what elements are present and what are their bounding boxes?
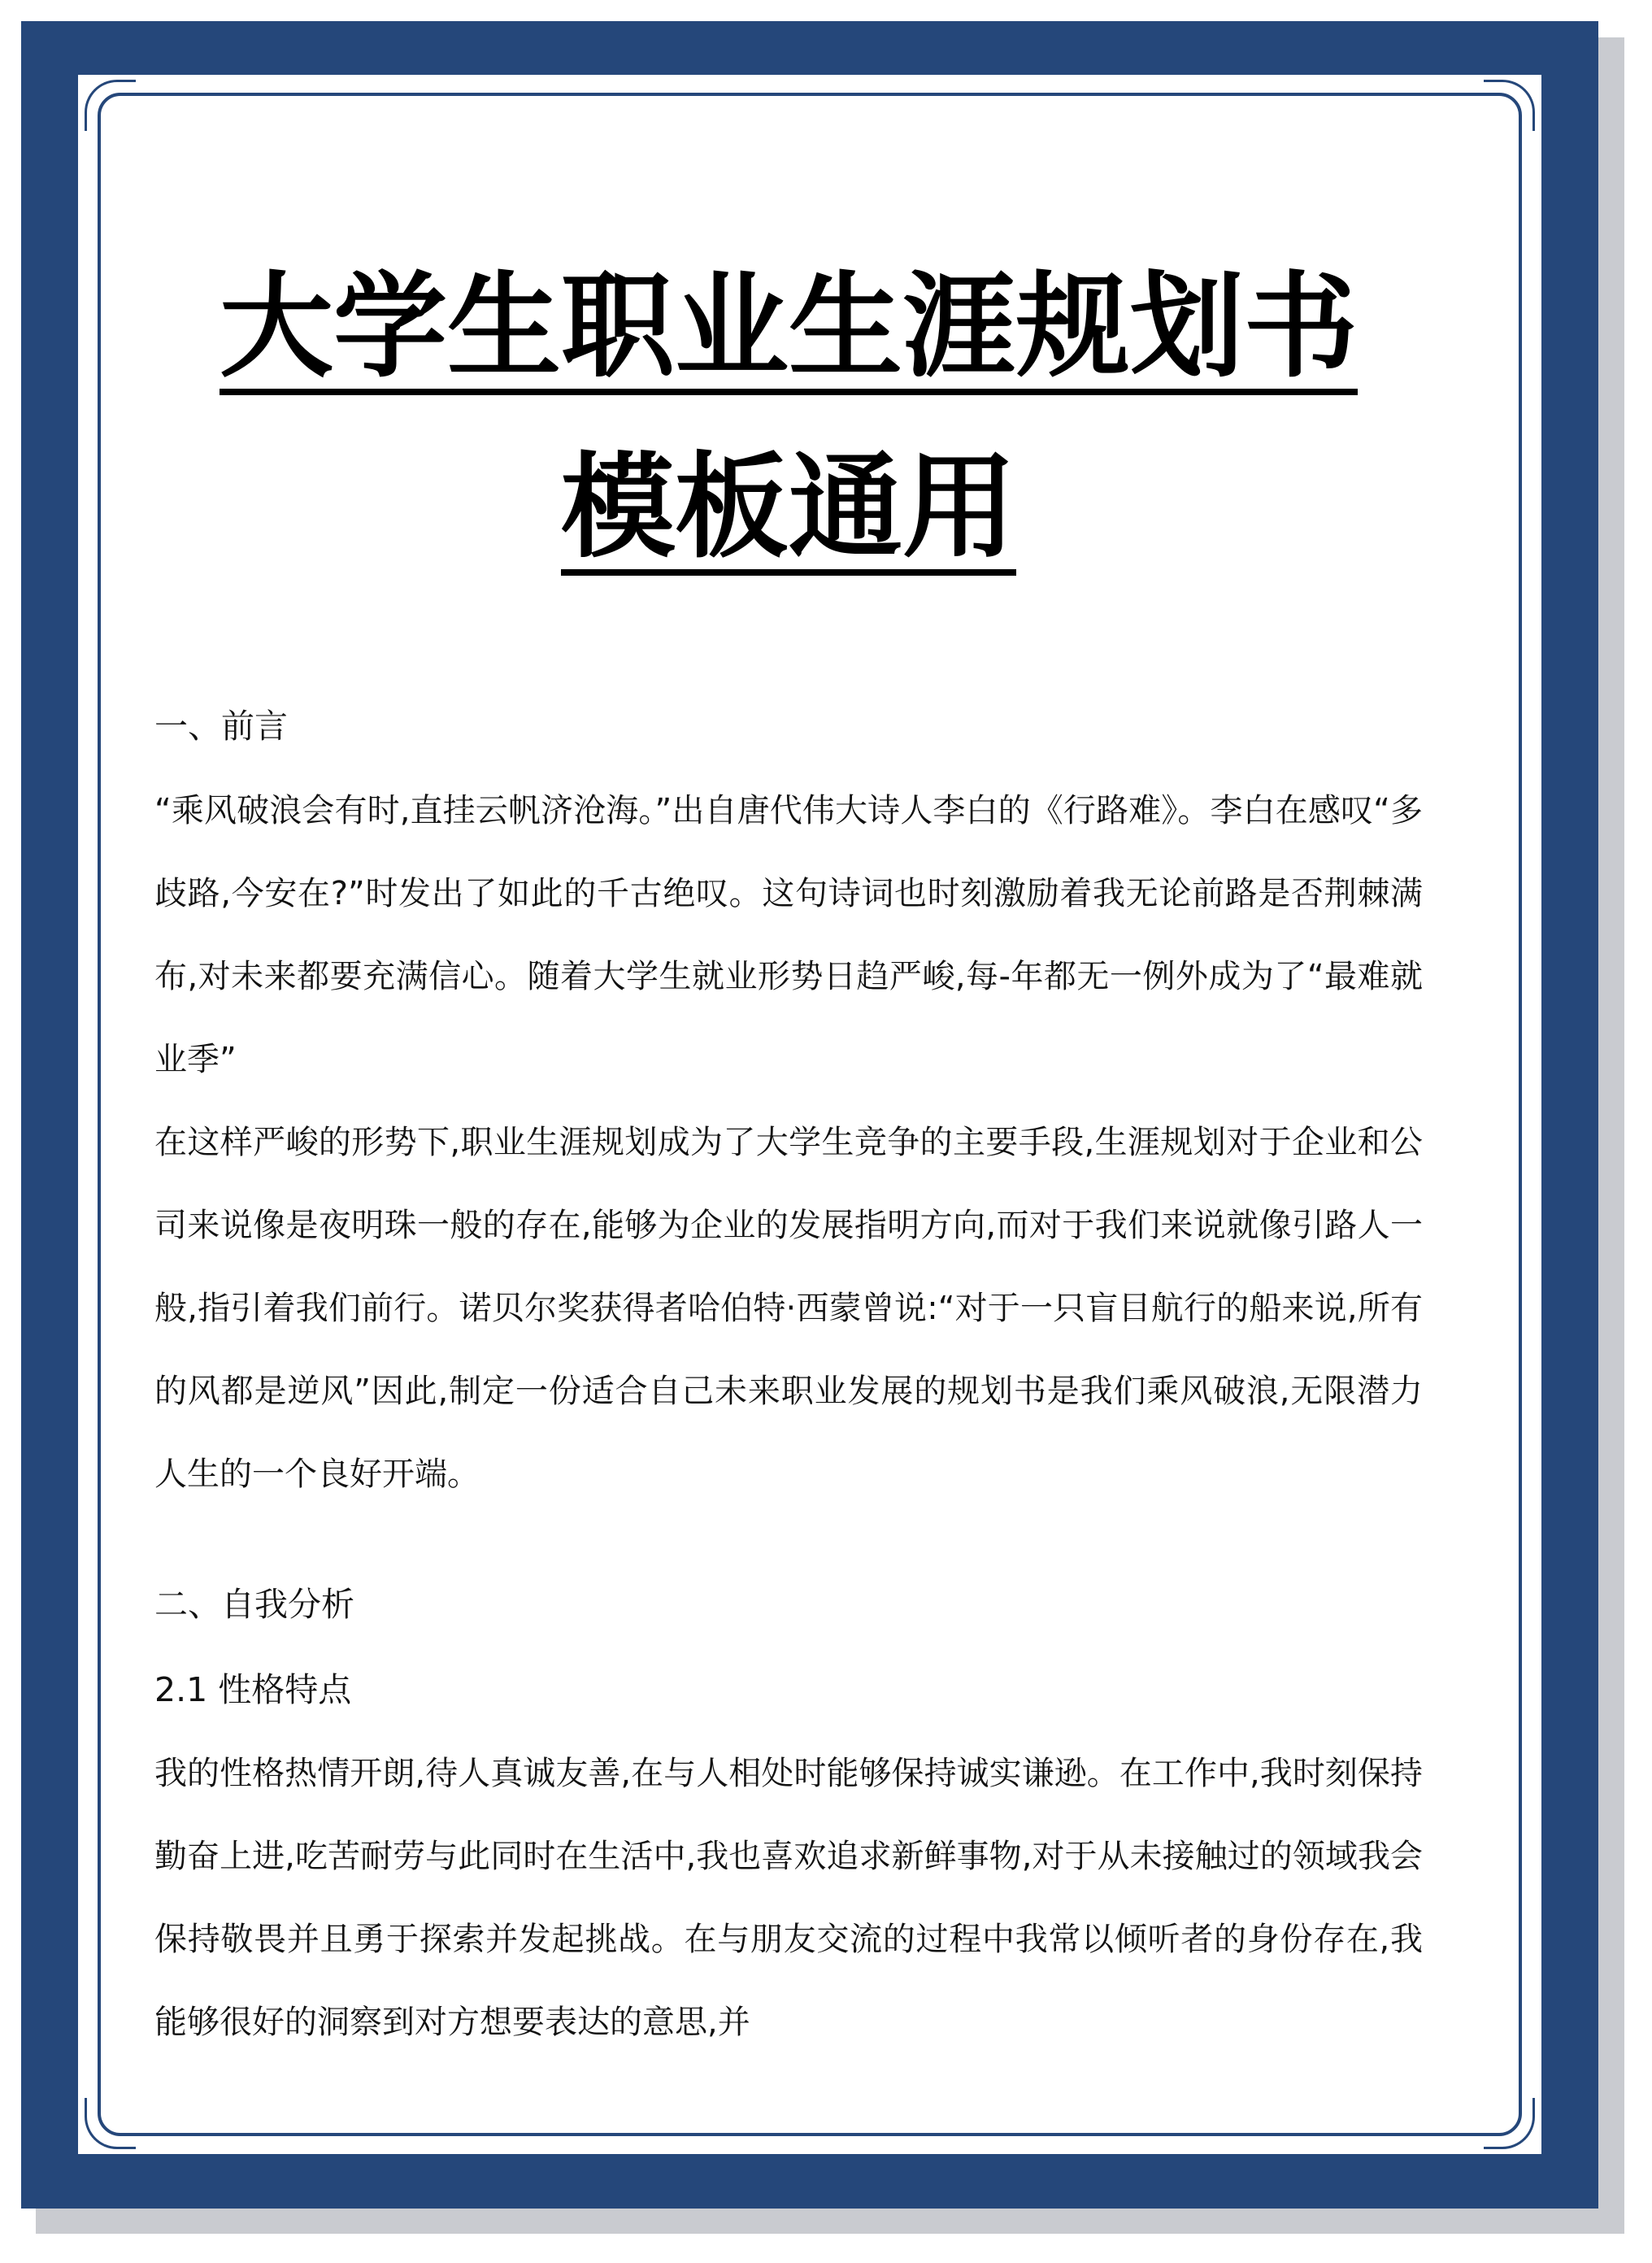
section-heading-self-analysis: 二、自我分析 <box>154 1585 354 1624</box>
section-heading-preface: 一、前言 <box>154 707 288 746</box>
subsection-heading-personality: 2.1 性格特点 <box>154 1670 352 1709</box>
title-line-2: 模板通用 <box>560 441 1016 574</box>
document-title <box>154 211 1423 576</box>
title-line-1: 大学生职业生涯规划书 <box>219 260 1358 394</box>
corner-ornament <box>85 2098 136 2149</box>
personality-paragraph: 我的性格热情开朗,待人真诚友善,在与人相处时能够保持诚实谦逊。在工作中,我时刻保持勤奋上进,吃苦耐劳与此同时在生活中,我也喜欢追求新鲜事物,对于从未接触过的领域我会保持敬畏并且勇于探索并发起挑战。在与朋友交流的过程中我常以倾听者的身份存在,我能够很好的洞察到对方想要表达的意思,并 <box>154 1755 1423 2041</box>
corner-ornament <box>1484 80 1535 131</box>
document-content <box>154 211 1423 2064</box>
preface-paragraph-1: “乘风破浪会有时,直挂云帆济沧海。”出自唐代伟大诗人李白的《行路难》。李白在感叹“多歧路,今安在?”时发出了如此的千古绝叹。这句诗词也时刻激励着我无论前路是否荆棘满布,对未来都要充满信心。随着大学生就业形势日趋严峻,每-年都无一例外成为了“最难就业季” <box>154 792 1423 1078</box>
corner-ornament <box>85 80 136 131</box>
preface-paragraph-2: 在这样严峻的形势下,职业生涯规划成为了大学生竞争的主要手段,生涯规划对于企业和公司来说像是夜明珠一般的存在,能够为企业的发展指明方向,而对于我们来说就像引路人一般,指引着我们前行。诺贝尔奖获得者哈伯特·西蒙曾说:“对于一只盲目航行的船来说,所有的风都是逆风”因此,制定一份适合自己未来职业发展的规划书是我们乘风破浪,无限潜力人生的一个良好开端。 <box>154 1124 1423 1493</box>
corner-ornament <box>1484 2098 1535 2149</box>
